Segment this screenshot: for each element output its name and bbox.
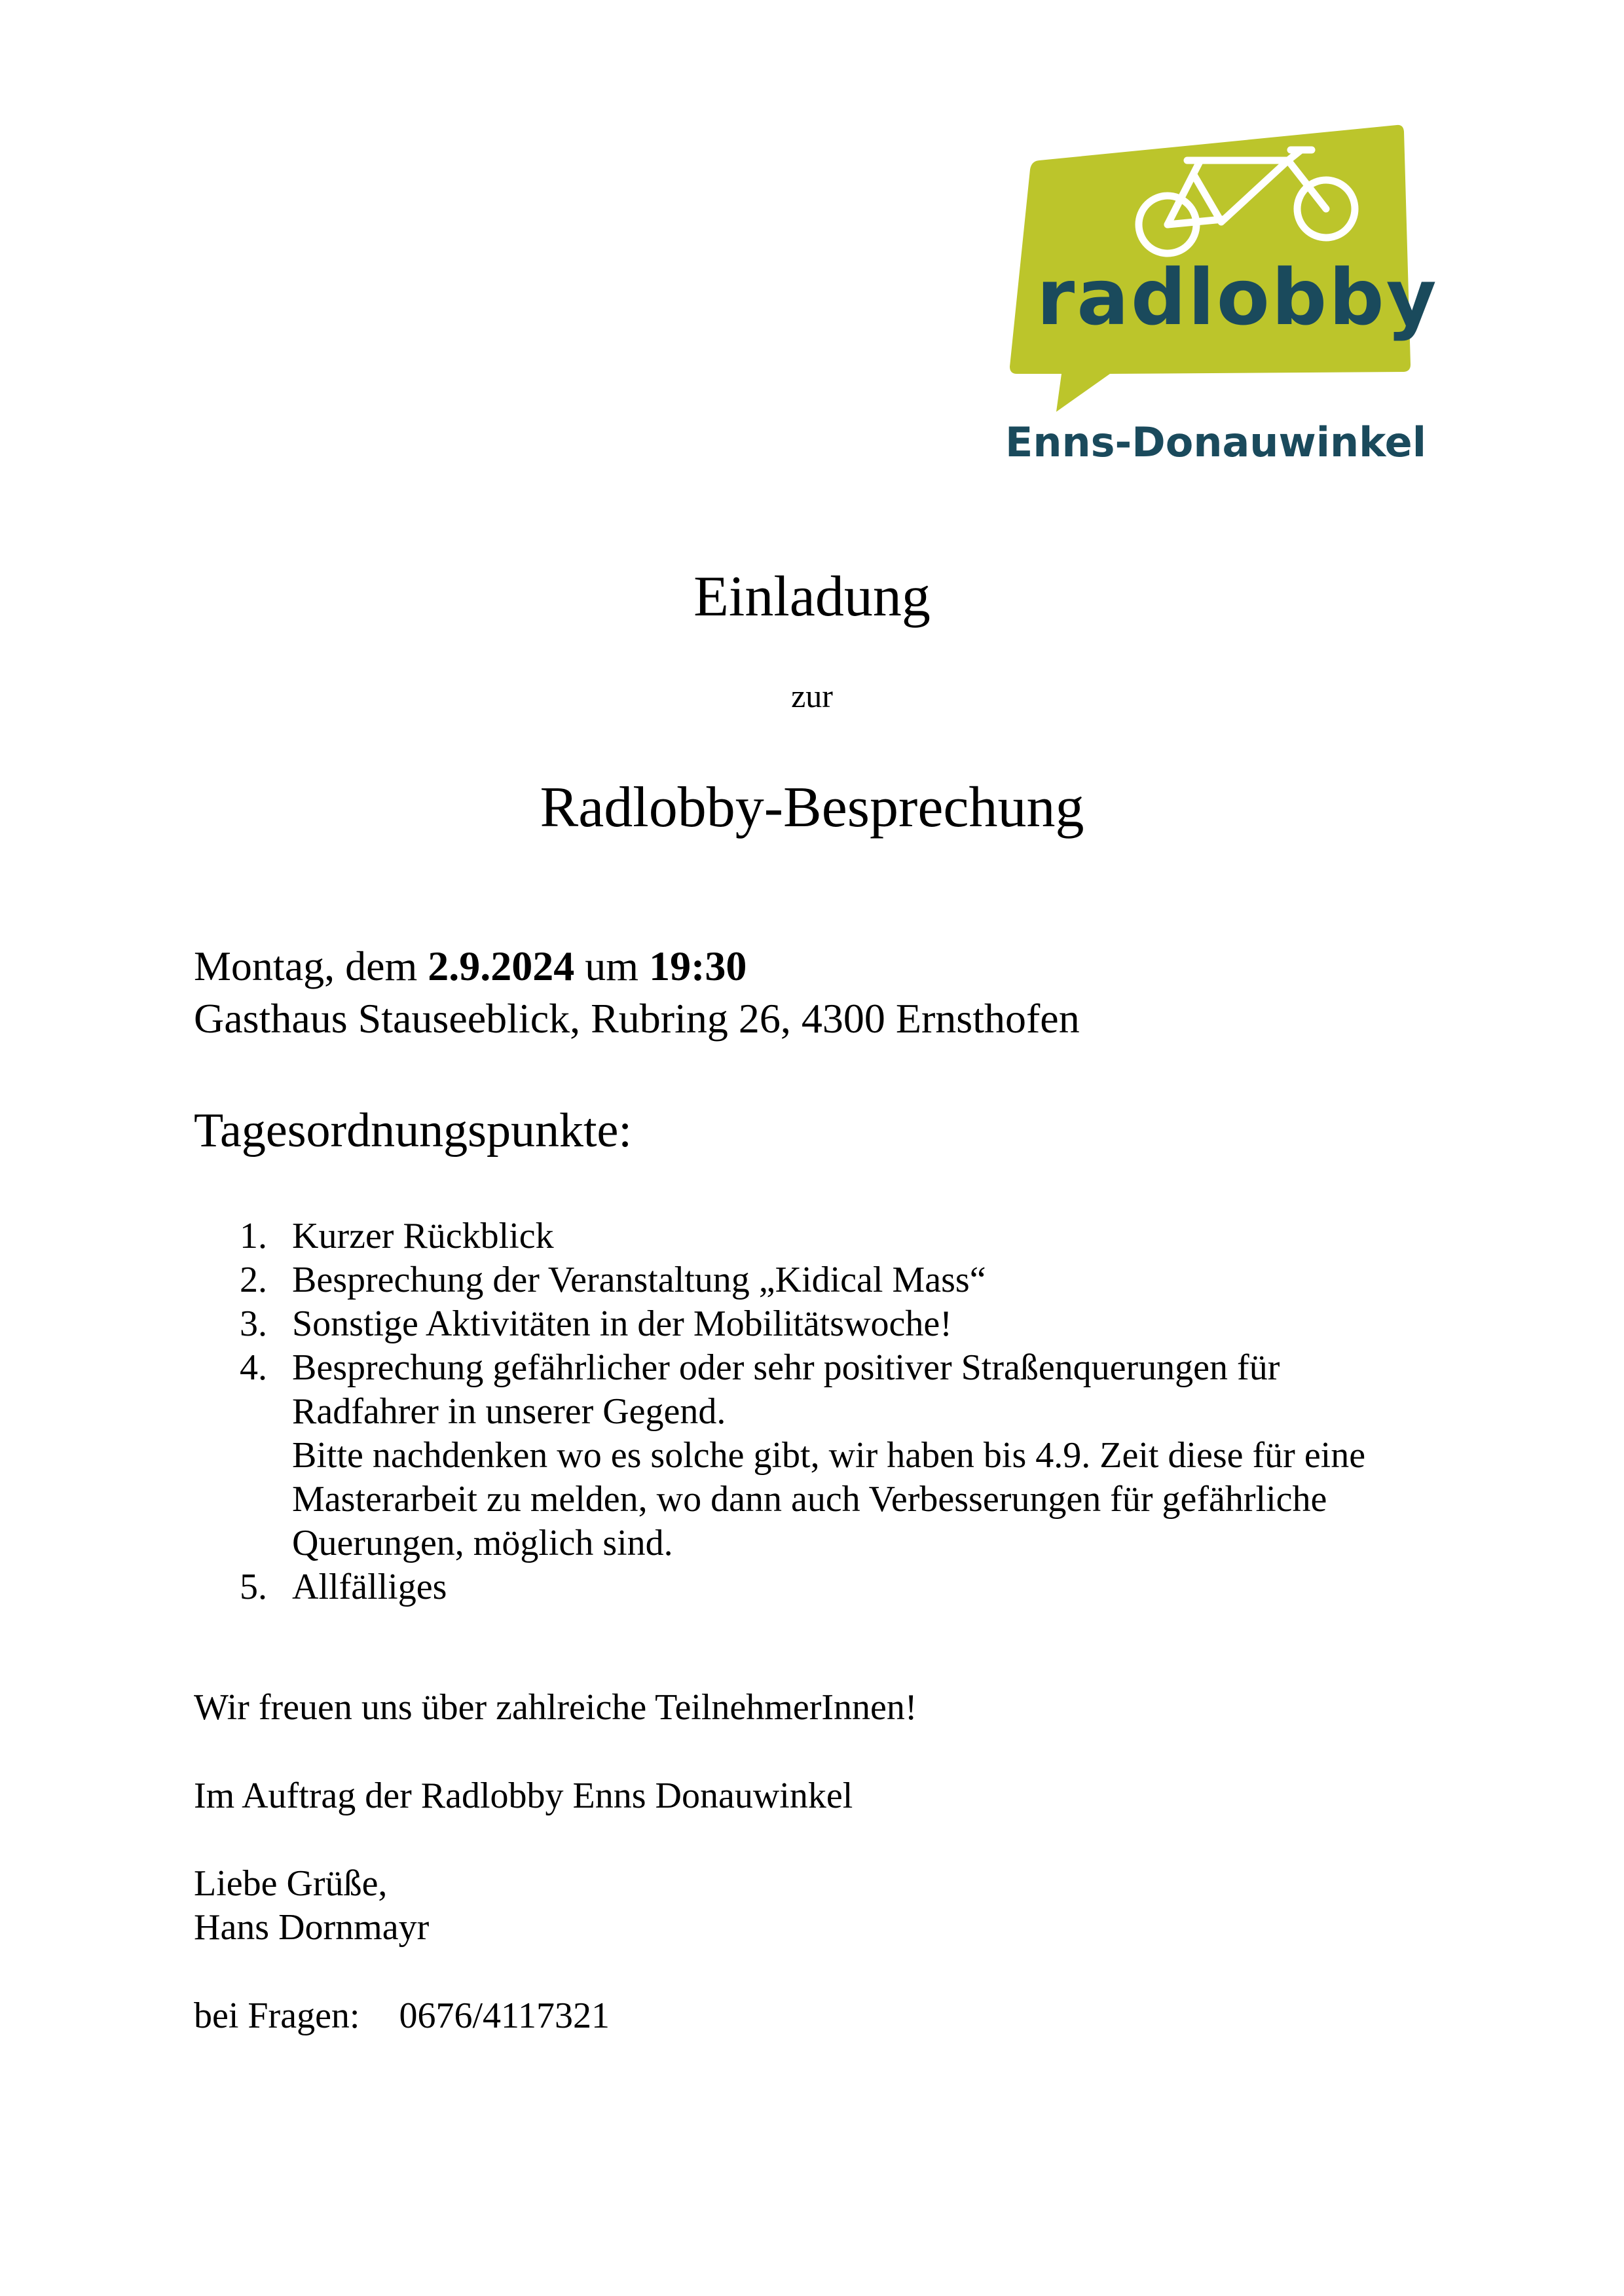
agenda-item	[240, 1346, 1365, 1565]
closing-invitation: Wir freuen uns über zahlreiche TeilnehmerInnen!	[194, 1687, 917, 1728]
page-title: Einladung	[693, 565, 931, 629]
agenda-item	[240, 1565, 1365, 1609]
meeting-date-line	[194, 945, 747, 987]
meeting-date: 2.9.2024	[428, 943, 575, 989]
agenda-list	[240, 1214, 1365, 1609]
page-subtitle: Radlobby-Besprechung	[540, 776, 1084, 839]
agenda-item-text: Allfälliges	[292, 1567, 447, 1607]
greeting: Liebe Grüße,	[194, 1863, 388, 1904]
agenda-item-number: 3.	[240, 1303, 267, 1344]
agenda-item-text: Radfahrer in unserer Gegend.	[292, 1391, 726, 1432]
contact-line	[194, 1994, 610, 2038]
contact-label: bei Fragen:	[194, 1995, 360, 2036]
logo-wordmark: radlobby	[1037, 252, 1439, 342]
agenda-item-number: 2.	[240, 1260, 267, 1300]
agenda-item-text: Masterarbeit zu melden, wo dann auch Verbesserungen für gefährliche	[292, 1479, 1327, 1520]
contact-phone: 0676/4117321	[399, 1995, 610, 2036]
radlobby-logo	[1005, 121, 1439, 475]
time-prefix: um	[574, 943, 650, 989]
title-connector: zur	[791, 678, 833, 714]
agenda-item-number: 5.	[240, 1567, 267, 1607]
agenda-heading: Tagesordnungspunkte:	[194, 1104, 632, 1157]
date-prefix: Montag, dem	[194, 943, 428, 989]
agenda-item-number: 4.	[240, 1347, 267, 1388]
agenda-item-text: Besprechung gefährlicher oder sehr positiver Straßenquerungen für	[292, 1347, 1280, 1388]
on-behalf-line: Im Auftrag der Radlobby Enns Donauwinkel	[194, 1776, 853, 1816]
agenda-item-text: Kurzer Rückblick	[292, 1216, 554, 1256]
logo-chapter-name: Enns-Donauwinkel	[1005, 418, 1426, 466]
agenda-item-number: 1.	[240, 1216, 267, 1256]
agenda-item	[240, 1214, 1365, 1258]
agenda-item-text: Querungen, möglich sind.	[292, 1523, 673, 1563]
agenda-item-text: Bitte nachdenken wo es solche gibt, wir haben bis 4.9. Zeit diese für eine	[292, 1435, 1366, 1476]
meeting-location: Gasthaus Stauseeblick, Rubring 26, 4300 Ernsthofen	[194, 995, 1080, 1042]
agenda-item	[240, 1258, 1365, 1302]
agenda-item-text: Besprechung der Veranstaltung „Kidical Mass“	[292, 1260, 986, 1300]
meeting-time: 19:30	[649, 943, 747, 989]
agenda-item-text: Sonstige Aktivitäten in der Mobilitätswoche!	[292, 1303, 952, 1344]
agenda-item	[240, 1302, 1365, 1346]
signature-name: Hans Dornmayr	[194, 1907, 430, 1948]
